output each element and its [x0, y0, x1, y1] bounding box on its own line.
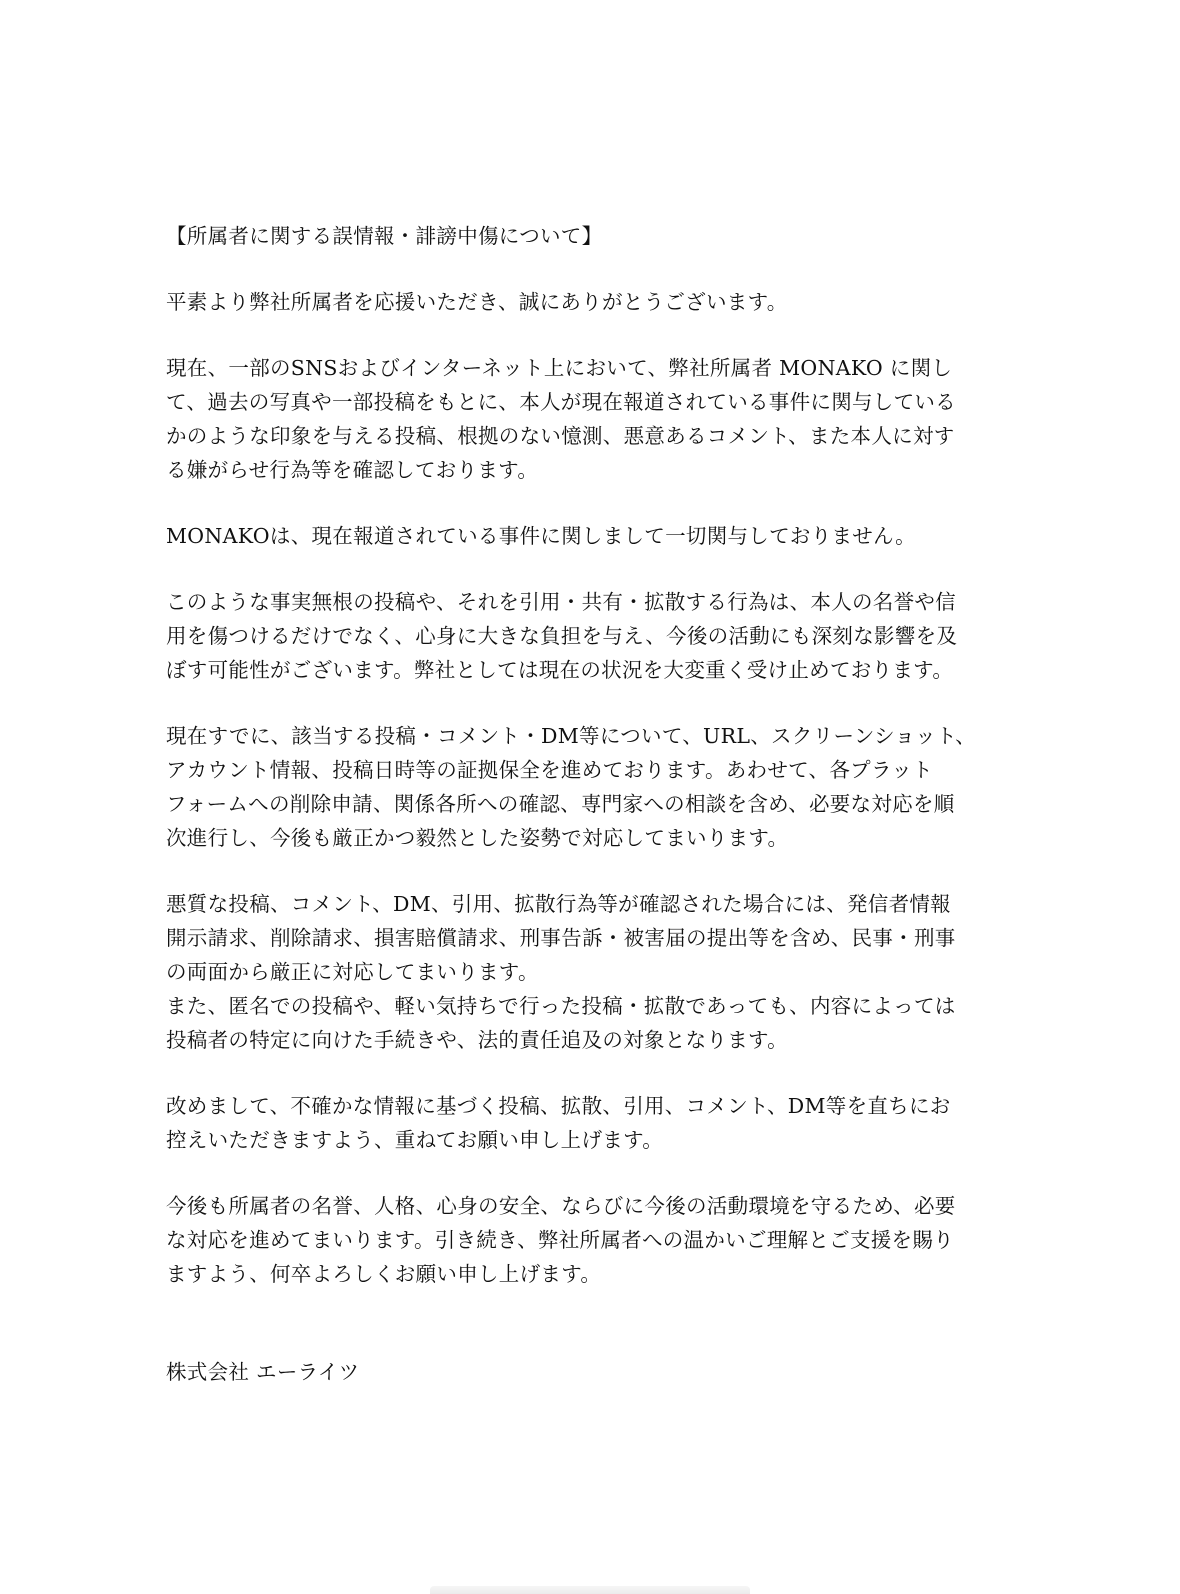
paragraph-line: 用を傷つけるだけでなく、心身に大きな負担を与え、今後の活動にも深刻な影響を及	[166, 624, 958, 648]
spacer	[166, 1057, 1006, 1089]
paragraph-line: 現在、一部のSNSおよびインターネット上において、弊社所属者 MONAKO に関し	[166, 356, 953, 380]
paragraph-closing	[166, 1189, 1006, 1291]
spacer	[166, 855, 1006, 887]
paragraph-request	[166, 1089, 1006, 1157]
paragraph-line: 投稿者の特定に向けた手続きや、法的責任追及の対象となります。	[166, 1028, 788, 1052]
paragraph-line: 次進行し、今後も厳正かつ毅然とした姿勢で対応してまいります。	[166, 826, 789, 850]
paragraph-situation	[166, 351, 1006, 487]
paragraph-line: アカウント情報、投稿日時等の証拠保全を進めております。あわせて、各プラット	[166, 758, 933, 782]
paragraph-line: かのような印象を与える投稿、根拠のない憶測、悪意あるコメント、また本人に対す	[166, 424, 955, 448]
paragraph-line: また、匿名での投稿や、軽い気持ちで行った投稿・拡散であっても、内容によっては	[166, 994, 956, 1018]
paragraph-denial: MONAKOは、現在報道されている事件に関しまして一切関与しておりません。	[166, 524, 916, 548]
company-signature: 株式会社 エーライツ	[166, 1360, 360, 1384]
statement-document	[166, 219, 1006, 1389]
bottom-edge-shadow	[430, 1586, 750, 1594]
paragraph-line: の両面から厳正に対応してまいります。	[166, 960, 539, 984]
paragraph-legal-action	[166, 887, 1006, 1057]
paragraph-line: な対応を進めてまいります。引き続き、弊社所属者への温かいご理解とご支援を賜り	[166, 1228, 954, 1252]
spacer	[166, 1157, 1006, 1189]
spacer	[166, 687, 1006, 719]
spacer	[166, 319, 1006, 351]
paragraph-evidence	[166, 719, 1006, 855]
paragraph-line: 改めまして、不確かな情報に基づく投稿、拡散、引用、コメント、DM等を直ちにお	[166, 1094, 951, 1118]
paragraph-line: このような事実無根の投稿や、それを引用・共有・拡散する行為は、本人の名誉や信	[166, 590, 956, 614]
paragraph-line: 今後も所属者の名誉、人格、心身の安全、ならびに今後の活動環境を守るため、必要	[166, 1194, 956, 1218]
spacer	[166, 253, 1006, 285]
paragraph-line: ぼす可能性がございます。弊社としては現在の状況を大変重く受け止めております。	[166, 658, 954, 682]
paragraph-line: 控えいただきますよう、重ねてお願い申し上げます。	[166, 1128, 664, 1152]
paragraph-line: ますよう、何卒よろしくお願い申し上げます。	[166, 1262, 602, 1286]
paragraph-line: 現在すでに、該当する投稿・コメント・DM等について、URL、スクリーンショット、	[166, 724, 976, 748]
paragraph-line: る嫌がらせ行為等を確認しております。	[166, 458, 539, 482]
greeting-paragraph: 平素より弊社所属者を応援いただき、誠にありがとうございます。	[166, 290, 788, 314]
paragraph-line: て、過去の写真や一部投稿をもとに、本人が現在報道されている事件に関与している	[166, 390, 956, 414]
spacer	[166, 553, 1006, 585]
paragraph-impact	[166, 585, 1006, 687]
spacer	[166, 1291, 1006, 1355]
spacer	[166, 487, 1006, 519]
paragraph-line: フォームへの削除申請、関係各所への確認、専門家への相談を含め、必要な対応を順	[166, 792, 955, 816]
paragraph-line: 開示請求、削除請求、損害賠償請求、刑事告訴・被害届の提出等を含め、民事・刑事	[166, 926, 956, 950]
document-title: 【所属者に関する誤情報・誹謗中傷について】	[166, 224, 603, 248]
paragraph-line: 悪質な投稿、コメント、DM、引用、拡散行為等が確認された場合には、発信者情報	[166, 892, 951, 916]
